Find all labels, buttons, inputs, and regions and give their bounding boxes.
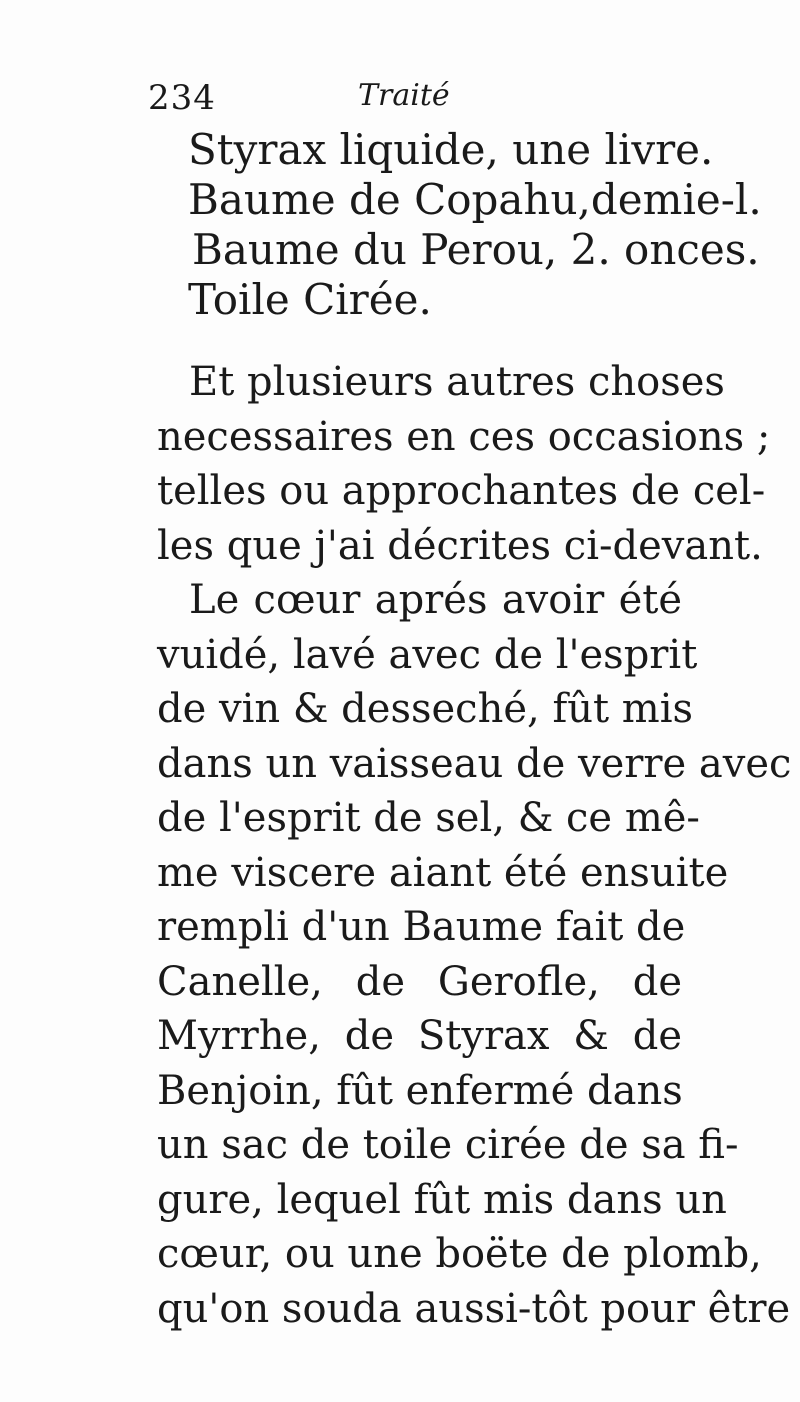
ingredient-line: Toile Cirée. <box>188 275 432 324</box>
text-line: gure, lequel fût mis dans un <box>157 1176 727 1223</box>
ingredient-line: Baume du Perou, 2. onces. <box>192 225 760 274</box>
paragraph-2 <box>157 573 792 1336</box>
text-line: Canelle, de Gerofle, de <box>157 958 682 1005</box>
text-line: cœur, ou une boëte de plomb, <box>157 1231 762 1277</box>
running-head <box>148 78 668 128</box>
text-line: les que j'ai décrites ci-devant. <box>157 522 763 569</box>
text-line: me viscere aiant été ensuite <box>157 849 729 896</box>
text-line: qu'on souda aussi-tôt pour être <box>157 1285 791 1332</box>
paragraph-1 <box>157 355 771 573</box>
ingredient-list <box>188 125 762 325</box>
ingredient-line: Styrax liquide, une livre. <box>188 125 714 174</box>
ingredient-line: Baume de Copahu,demie-l. <box>188 175 762 224</box>
text-line: de l'esprit de sel, & ce mê- <box>157 795 700 841</box>
text-line: Et plusieurs autres choses <box>189 359 725 405</box>
text-line: vuidé, lavé avec de l'esprit <box>157 631 698 678</box>
page-number: 234 <box>148 78 216 118</box>
text-line: Le cœur aprés avoir été <box>189 577 682 623</box>
text-line: rempli d'un Baume fait de <box>157 904 686 950</box>
running-title: Traité <box>358 78 450 113</box>
text-line: de vin & desseché, fût mis <box>157 686 694 732</box>
text-line: Myrrhe, de Styrax & de <box>157 1013 682 1059</box>
text-line: necessaires en ces occasions ; <box>157 413 771 460</box>
text-line: dans un vaisseau de verre avec <box>157 740 792 787</box>
text-line: Benjoin, fût enfermé dans <box>157 1067 683 1114</box>
body-text <box>157 355 792 1336</box>
text-line: un sac de toile cirée de sa fi- <box>157 1122 739 1168</box>
text-line: telles ou approchantes de cel- <box>157 468 766 514</box>
